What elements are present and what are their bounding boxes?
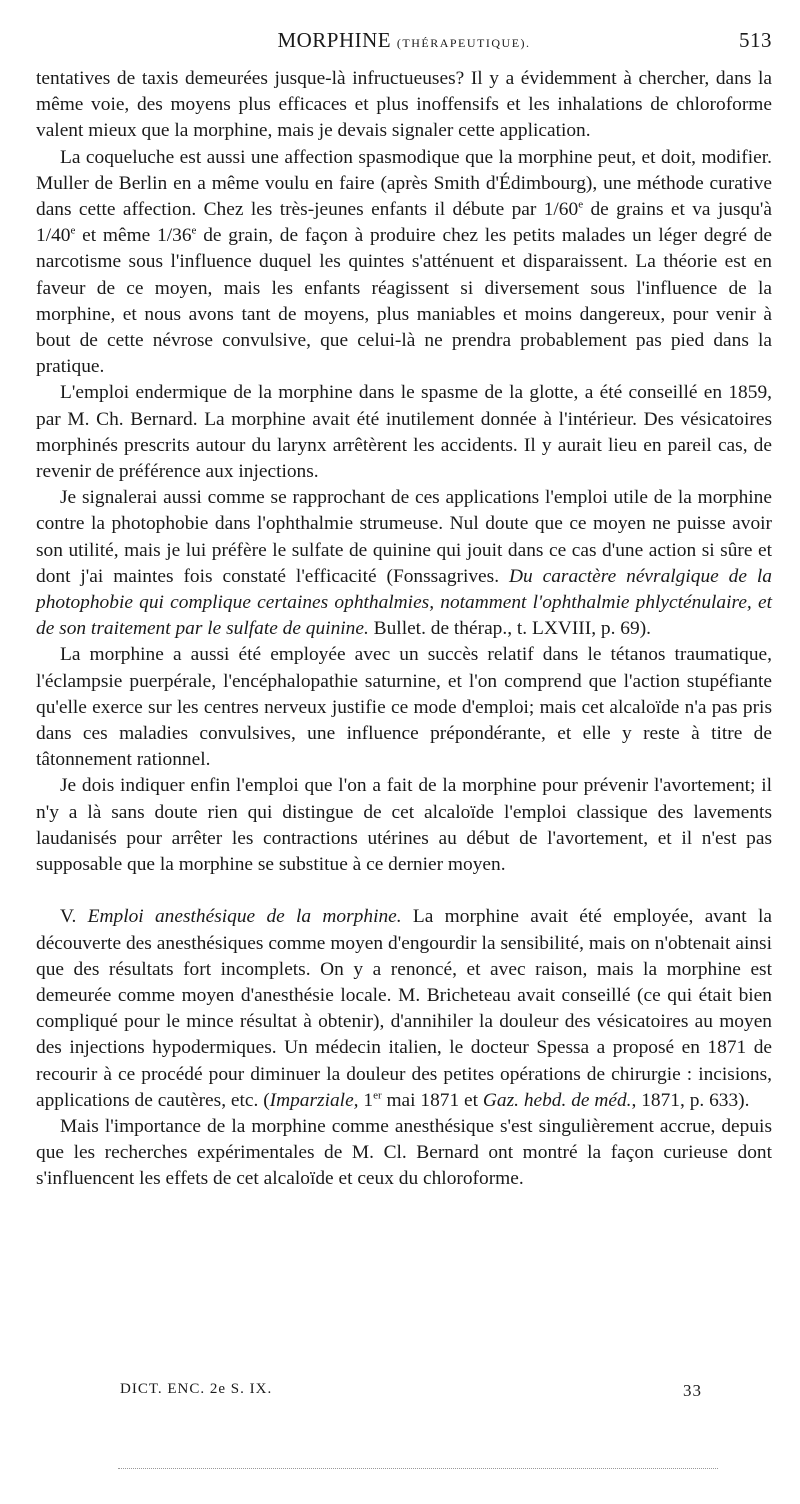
italic-citation: Du caractère névralgique de la photophobie qui complique certaines ophthalmies, notamment l'ophthalmie phlycténulaire, et de son traitement par le sulfate de quinine.: [36, 565, 772, 640]
paragraph-5: La morphine a aussi été employée avec un succès relatif dans le tétanos traumatique, l'éclampsie puerpérale, l'encéphalopathie saturnine, et l'on comprend que l'action stupéfiante qu'elle exerce sur les centres nerveux justifie ce mode d'emploi; mais cet alcaloïde n'a pas pris dans ces maladies convulsives, une influence prépondérante, et elle y reste à titre de tâtonnement rationnel.: [36, 644, 772, 771]
text-run: 1: [358, 1089, 374, 1111]
paragraph-3: L'emploi endermique de la morphine dans le spasme de la glotte, a été conseillé en 1859, par M. Ch. Bernard. La morphine avait été inutilement donnée à l'intérieur. Des vésicatoires morphinés prescrits autour du larynx arrêtèrent les accidents. Il y aurait lieu en pareil cas, de revenir de préférence aux injections.: [36, 382, 772, 483]
bottom-rule: [118, 1468, 718, 1469]
superscript: e: [578, 198, 584, 211]
signature-number: 33: [683, 1381, 702, 1400]
paragraph-8: Mais l'importance de la morphine comme anesthésique s'est singulièrement accrue, depuis que les recherches expérimentales de M. Cl. Bernard ont montré la façon curieuse dont s'influencent les effets de cet alcaloïde et ceux du chloroforme.: [36, 1115, 772, 1190]
text-run: La morphine avait été employée, avant la découverte des anesthésiques comme moyen d'engourdir la sensibilité, mais on n'obtenait ainsi que des résultats fort incomplets. On y a renoncé, et avec raison, mais la morphine est demeurée comme moyen d'anesthésie locale. M. Bricheteau avait conseillé (ce qui était bien compliqué pour le mince résultat à obtenir), d'annihiler la douleur des vésicatoires au moyen des injections hypodermiques. Un médecin italien, le docteur Spessa a proposé en 1871 de recourir à ce procédé pour diminuer la douleur des petites opérations de chirurgie : incisions, applications de cautères, etc. (: [36, 906, 772, 1111]
body-text: [36, 66, 772, 1193]
signature-mark: DICT. ENC. 2e S. IX.: [120, 1381, 273, 1397]
running-title: [36, 28, 772, 53]
text-run: et même 1/36: [75, 225, 192, 247]
running-title-main: MORPHINE: [277, 28, 392, 52]
section-heading: Emploi anesthésique de la morphine.: [87, 906, 402, 928]
text-run: , 1871, p. 633).: [631, 1089, 750, 1111]
running-header: [36, 28, 772, 56]
text-run: Bullet. de thérap., t. LXVIII, p. 69).: [368, 618, 651, 640]
text-run: mai 1871 et: [381, 1089, 483, 1111]
paragraph-4: [36, 485, 772, 642]
paragraph-7-section-v: [36, 904, 772, 1114]
text-run: de grain, de façon à produire chez les petits malades un léger degré de narcotisme sous l'influence duquel les quintes s'atténuent et disparaissent. La théorie est en faveur de ce moyen, mais les enfants réagissent si diversement sous l'influence de la morphine, et nous avons tant de moyens, plus maniables et moins dangereux, pour venir à bout de cette névrose convulsive, que celui-là ne prendra probablement pas pied dans la pratique.: [36, 225, 773, 378]
text-run: La coqueluche est aussi une affection spasmodique que la morphine peut, et doit, modifier. Muller de Berlin en a même voulu en faire (après Smith d'Édimbourg), une méthode curative dans cette affection. Chez les très-jeunes enfants il débute par 1/60: [36, 146, 772, 221]
text-run: de grains et va jusqu'à 1/40: [36, 199, 772, 247]
superscript: e: [191, 224, 197, 237]
text-run: Je signalerai aussi comme se rapprochant de ces applications l'emploi utile de la morphine contre la photophobie dans l'ophthalmie strumeuse. Nul doute que ce moyen ne puisse avoir son utilité, mais je lui préfère le sulfate de quinine qui jouit dans ce cas d'une action si sûre et dont j'ai maintes fois constaté l'efficacité (Fonssagrives.: [36, 487, 772, 587]
italic-citation: Imparziale,: [269, 1089, 359, 1111]
superscript: e: [70, 224, 76, 237]
section-number: V.: [60, 906, 88, 928]
italic-citation: Gaz. hebd. de méd.: [482, 1089, 632, 1111]
paragraph-1: tentatives de taxis demeurées jusque-là infructueuses? Il y a évidemment à chercher, dans la même voie, des moyens plus efficaces et plus inoffensifs et les inhalations de chloroforme valent mieux que la morphine, mais je devais signaler cette application.: [36, 68, 772, 142]
superscript: er: [373, 1089, 382, 1102]
document-page: [36, 28, 772, 1193]
page-number: 513: [739, 28, 772, 52]
running-title-sub: (THÉRAPEUTIQUE).: [396, 36, 531, 50]
paragraph-2: [36, 145, 772, 381]
paragraph-6: Je dois indiquer enfin l'emploi que l'on a fait de la morphine pour prévenir l'avortement; il n'y a là sans doute rien qui distingue de cet alcaloïde l'emploi classique des lavements laudanisés pour arrêter les contractions utérines au début de l'avortement, et il n'est pas supposable que la morphine se substitue à ce dernier moyen.: [36, 775, 772, 876]
